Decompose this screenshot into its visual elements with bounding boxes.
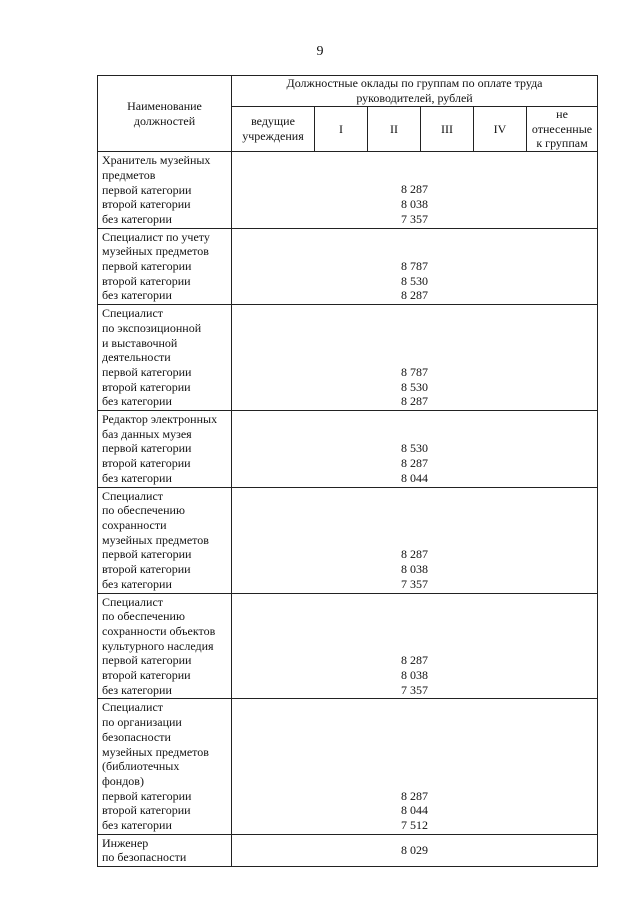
table-row — [98, 228, 598, 305]
table-row — [98, 487, 598, 593]
spacer-line — [232, 503, 597, 518]
position-name-cell — [98, 834, 232, 866]
position-title-line: Специалист — [102, 700, 164, 715]
position-name-header: Наименование должностей — [98, 76, 232, 152]
category-label: второй категории — [102, 668, 191, 683]
position-title-line: музейных предметов — [102, 244, 209, 259]
category-label: без категории — [102, 576, 172, 591]
position-title-line: по безопасности — [102, 850, 187, 865]
spacer-line — [232, 306, 597, 321]
position-title-line: Редактор электронных — [102, 412, 218, 427]
spacer-line — [232, 244, 597, 259]
category-label: второй категории — [102, 197, 191, 212]
position-title-line: и выставочной — [102, 335, 178, 350]
salary-values-cell — [232, 228, 598, 305]
position-title-line: культурного наследия — [102, 638, 214, 653]
category-label: первой категории — [102, 788, 192, 803]
category-label: первой категории — [102, 259, 192, 274]
page-number: 9 — [316, 44, 324, 59]
salary-value: 7 357 — [401, 576, 429, 591]
salary-values-cell — [232, 305, 598, 411]
spacer-line — [232, 744, 597, 759]
group-header-unassigned: не отнесенные к группам — [527, 107, 598, 152]
salary-values-cell — [232, 487, 598, 593]
spacer-line — [232, 518, 597, 533]
table-row — [98, 411, 598, 488]
category-label: без категории — [102, 818, 172, 833]
group-header-iii: III — [421, 107, 474, 152]
spacer-line — [232, 350, 597, 365]
position-name-cell — [98, 487, 232, 593]
table-row — [98, 305, 598, 411]
salary-value: 8 038 — [401, 197, 429, 212]
position-title-line: Специалист — [102, 306, 164, 321]
position-title-line: Специалист — [102, 594, 164, 609]
position-name-cell — [98, 152, 232, 229]
position-name-cell — [98, 699, 232, 834]
spacer-line — [232, 595, 597, 610]
category-label: без категории — [102, 470, 172, 485]
category-label: без категории — [102, 682, 172, 697]
position-title-line: фондов) — [102, 773, 144, 788]
salary-value: 8 287 — [401, 547, 429, 562]
salary-value: 7 357 — [401, 211, 429, 226]
salary-value: 8 287 — [401, 653, 429, 668]
category-label: без категории — [102, 394, 172, 409]
table-row — [98, 834, 598, 866]
salary-values-cell — [232, 152, 598, 229]
position-title-line: Хранитель музейных — [102, 153, 211, 168]
table-header-row-1 — [98, 76, 598, 107]
position-title-line: деятельности — [102, 350, 171, 365]
position-title-line: баз данных музея — [102, 426, 192, 441]
position-title-line: Инженер — [102, 835, 149, 850]
salary-value: 8 287 — [401, 394, 429, 409]
category-label: первой категории — [102, 182, 192, 197]
spacer-line — [232, 489, 597, 504]
category-label: первой категории — [102, 653, 192, 668]
salary-groups-header: Должностные оклады по группам по оплате труда руководителей, рублей — [232, 76, 598, 107]
spacer-line — [232, 700, 597, 715]
position-name-cell — [98, 305, 232, 411]
spacer-line — [232, 336, 597, 351]
position-title-line: музейных предметов — [102, 744, 209, 759]
position-name-cell — [98, 411, 232, 488]
salary-value: 8 029 — [401, 843, 429, 858]
position-title-line: (библиотечных — [102, 759, 180, 774]
category-label: без категории — [102, 288, 172, 303]
spacer-line — [232, 639, 597, 654]
category-label: первой категории — [102, 547, 192, 562]
salary-value: 8 287 — [401, 788, 429, 803]
spacer-line — [232, 321, 597, 336]
salary-values-cell — [232, 411, 598, 488]
spacer-line — [232, 609, 597, 624]
salary-value: 8 044 — [401, 803, 429, 818]
spacer-line — [232, 759, 597, 774]
salary-value: 8 787 — [401, 259, 429, 273]
salary-value: 8 287 — [401, 182, 429, 197]
position-title-line: по организации — [102, 715, 182, 730]
spacer-line — [232, 533, 597, 548]
position-name-cell — [98, 228, 232, 305]
salary-values-cell — [232, 699, 598, 834]
spacer-line — [232, 774, 597, 789]
position-title-line: музейных предметов — [102, 532, 209, 547]
position-title-line: Специалист — [102, 488, 164, 503]
group-header-ii: II — [368, 107, 421, 152]
group-header-i: I — [315, 107, 368, 152]
salary-value: 8 287 — [401, 456, 429, 471]
position-name-cell — [98, 593, 232, 699]
salary-value: 8 044 — [401, 470, 429, 485]
spacer-line — [232, 230, 597, 245]
position-title-line: предметов — [102, 167, 156, 182]
group-header-leading: ведущие учреждения — [232, 107, 315, 152]
position-title-line: по обеспечению — [102, 503, 185, 518]
position-title-line: Специалист по учету — [102, 229, 210, 244]
table-row — [98, 699, 598, 834]
category-label: второй категории — [102, 273, 191, 288]
salary-value: 8 787 — [401, 364, 429, 379]
position-title-line: сохранности — [102, 517, 167, 532]
spacer-line — [232, 730, 597, 745]
table-row — [98, 152, 598, 229]
spacer-line — [232, 715, 597, 730]
category-label: второй категории — [102, 562, 191, 577]
salary-value: 8 530 — [401, 273, 429, 288]
position-title-line: сохранности объектов — [102, 623, 216, 638]
category-label: первой категории — [102, 364, 192, 379]
salary-value: 8 530 — [401, 379, 429, 394]
salary-value: 7 357 — [401, 682, 429, 697]
category-label: второй категории — [102, 803, 191, 818]
table-row — [98, 593, 598, 699]
spacer-line — [232, 168, 597, 183]
salary-values-cell — [232, 834, 598, 866]
salary-value: 8 530 — [401, 441, 429, 456]
spacer-line — [232, 624, 597, 639]
salary-value: 8 038 — [401, 667, 429, 682]
salary-table — [97, 75, 598, 867]
position-title-line: по экспозиционной — [102, 320, 202, 335]
salary-value: 8 287 — [401, 288, 429, 303]
category-label: второй категории — [102, 456, 191, 471]
position-title-line: по обеспечению — [102, 609, 185, 624]
spacer-line — [232, 153, 597, 168]
group-header-iv: IV — [474, 107, 527, 152]
salary-value: 7 512 — [401, 817, 429, 832]
spacer-line — [232, 427, 597, 442]
position-title-line: безопасности — [102, 729, 171, 744]
category-label: первой категории — [102, 441, 192, 456]
salary-values-cell — [232, 593, 598, 699]
category-label: второй категории — [102, 379, 191, 394]
spacer-line — [232, 412, 597, 427]
salary-value: 8 038 — [401, 562, 429, 577]
category-label: без категории — [102, 211, 172, 226]
